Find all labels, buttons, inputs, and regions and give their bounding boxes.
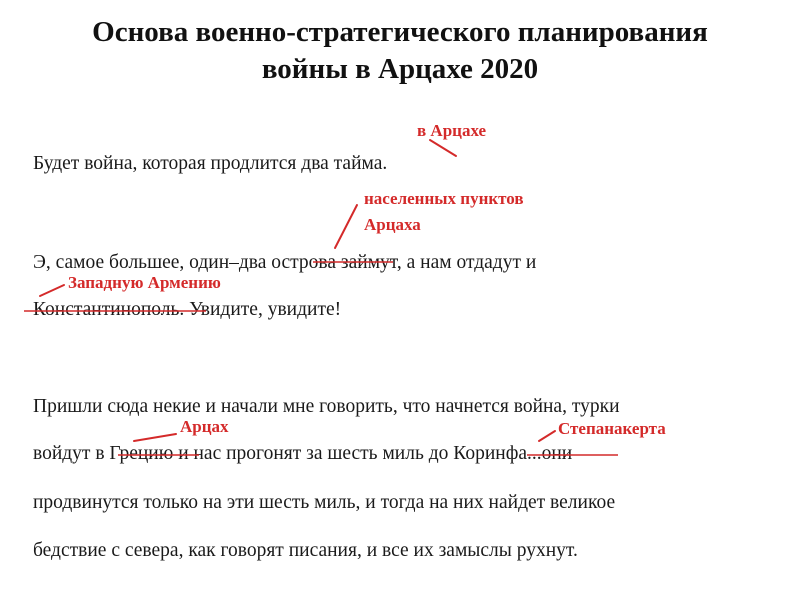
pointer-line-western-armenia — [40, 285, 64, 296]
annotation-in-artsakh: в Арцахе — [417, 121, 487, 140]
annotation-stepanakert: Степанакерта — [558, 419, 666, 438]
pointer-line-settlements — [335, 205, 357, 248]
pointer-line-stepanakert — [539, 431, 555, 441]
struck-word-islands: острова — [271, 252, 337, 273]
paragraph-3-line-2 — [33, 444, 572, 464]
text-segment: Э, самое большее, один–два — [33, 252, 272, 273]
paragraph-3-line-3: продвинутся только на эти шесть миль, и тогда на них найдет великое — [33, 492, 616, 513]
annotation-artsakh: Арцах — [180, 417, 229, 436]
struck-word-corinth: Коринфа — [453, 443, 527, 464]
text-segment: . Увидите, увидите! — [179, 299, 342, 320]
annotation-western-armenia: Западную Армению — [68, 273, 221, 292]
text-segment: ...они — [526, 443, 573, 464]
paragraph-3-line-1: Пришли сюда некие и начали мне говорить, что начнется война, турки — [33, 396, 620, 417]
text-segment: войдут в — [33, 443, 110, 464]
text-segment: и нас прогонят за шесть миль до — [173, 443, 454, 464]
annotation-settlements-line-1: населенных пунктов — [364, 189, 524, 208]
paragraph-2-line-2 — [33, 300, 341, 320]
title-line-2: войны в Арцахе 2020 — [261, 53, 539, 85]
annotation-settlements-line-2: Арцаха — [364, 215, 421, 234]
paragraph-3-line-4: бедствие с севера, как говорят писания, и все их замыслы рухнут. — [33, 540, 578, 561]
struck-word-greece: Грецию — [109, 443, 174, 464]
pointer-line-in-artsakh — [430, 140, 456, 156]
paragraph-1: Будет война, которая продлится два тайма. — [33, 153, 388, 174]
title-line-1: Основа военно-стратегического планирования — [92, 16, 708, 48]
paragraph-2-line-1 — [33, 253, 536, 273]
pointer-line-artsakh — [134, 434, 176, 441]
text-segment: займут, а нам отдадут и — [336, 252, 537, 273]
struck-word-constantinople: Константинополь — [33, 299, 180, 320]
